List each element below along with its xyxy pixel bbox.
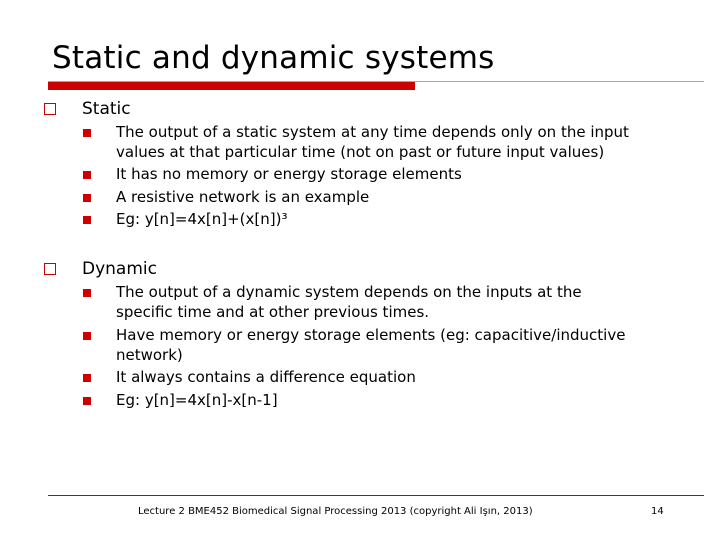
list-item	[116, 283, 582, 322]
bullet-square-icon	[83, 332, 91, 340]
list-item-line: The output of a static system at any time depends only on the input	[116, 123, 629, 141]
list-item	[116, 123, 629, 162]
footer-caption: Lecture 2 BME452 Biomedical Signal Processing 2013 (copyright Ali Işın, 2013)	[138, 506, 533, 517]
list-item-line: Have memory or energy storage elements (eg: capacitive/inductive	[116, 326, 626, 344]
list-item: Eg: y[n]=4x[n]-x[n-1]	[116, 391, 278, 409]
list-item-line: values at that particular time (not on past or future input values)	[116, 142, 605, 161]
section-bullet-icon	[44, 103, 56, 115]
list-item: Eg: y[n]=4x[n]+(x[n])³	[116, 210, 288, 228]
section-bullet-icon	[44, 263, 56, 275]
bullet-square-icon	[83, 289, 91, 297]
list-item: It has no memory or energy storage elements	[116, 165, 462, 183]
bullet-square-icon	[83, 216, 91, 224]
footer-divider	[48, 495, 704, 496]
list-item	[116, 326, 625, 365]
bullet-square-icon	[83, 129, 91, 137]
list-item-line: specific time and at other previous times.	[116, 302, 430, 321]
list-item-line: network)	[116, 345, 183, 364]
title-underline-accent	[48, 82, 415, 90]
bullet-square-icon	[83, 194, 91, 202]
bullet-square-icon	[83, 397, 91, 405]
bullet-square-icon	[83, 171, 91, 179]
list-item-line: The output of a dynamic system depends on the inputs at the	[116, 283, 582, 301]
list-item: A resistive network is an example	[116, 188, 370, 206]
bullet-square-icon	[83, 374, 91, 382]
section-heading-dynamic: Dynamic	[82, 259, 157, 279]
page-number: 14	[651, 506, 664, 517]
section-heading-static: Static	[82, 99, 131, 119]
list-item: It always contains a difference equation	[116, 368, 416, 386]
slide-title: Static and dynamic systems	[52, 40, 495, 76]
